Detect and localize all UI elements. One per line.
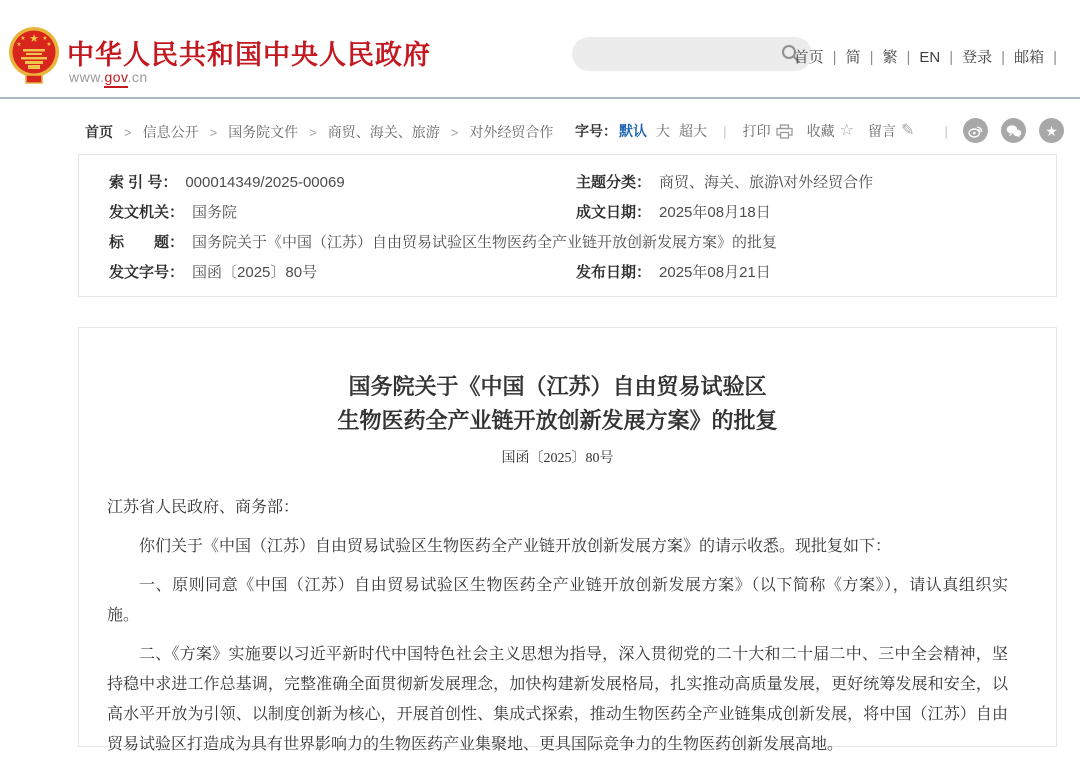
svg-text:★: ★: [46, 42, 52, 48]
nav-login[interactable]: 登录: [962, 49, 993, 66]
document-paragraph: 你们关于《中国（江苏）自由贸易试验区生物医药全产业链开放创新发展方案》的请示收悉。现批复如下：: [139, 538, 892, 555]
font-size-default-button[interactable]: 默认: [619, 123, 647, 139]
meta-publish-date-label: 发布日期：: [576, 263, 652, 281]
site-url: [69, 69, 148, 85]
nav-separator: |: [832, 49, 837, 66]
meta-index: [109, 171, 576, 192]
meta-publish-date: [576, 261, 1056, 282]
comment-label: 留言: [867, 123, 896, 139]
meta-written-date: [576, 201, 1056, 222]
nav-home[interactable]: 首页: [793, 49, 824, 66]
share-star-icon[interactable]: [1039, 118, 1064, 143]
tools-separator: |: [944, 123, 949, 139]
svg-text:★: ★: [16, 42, 22, 48]
print-button[interactable]: [743, 121, 793, 141]
breadcrumb-foreign-trade-cooperation[interactable]: 对外经贸合作: [469, 124, 554, 140]
meta-doc-no-label: 发文字号：: [109, 263, 185, 281]
breadcrumb-separator: >: [450, 125, 459, 140]
meta-topic-value: 商贸、海关、旅游\对外经贸合作: [659, 173, 874, 191]
document-number: 国函〔2025〕80号: [501, 451, 614, 466]
breadcrumb-separator: >: [124, 125, 132, 140]
site-title: 中华人民共和国中央人民政府: [67, 40, 431, 70]
top-nav: [794, 46, 1066, 67]
wechat-icon[interactable]: [1001, 118, 1026, 143]
pencil-icon: ✎: [900, 122, 915, 139]
site-url-gov: gov: [104, 69, 127, 88]
meta-title-label: 标 题：: [109, 233, 185, 251]
nav-mail[interactable]: 邮箱: [1014, 49, 1045, 66]
breadcrumb-separator: >: [309, 125, 317, 140]
weibo-icon[interactable]: [963, 118, 988, 143]
printer-icon: [776, 124, 793, 139]
site-url-cn: .cn: [127, 69, 148, 85]
document-title: [107, 370, 1008, 438]
meta-agency-value: 国务院: [192, 203, 238, 221]
breadcrumb: [85, 122, 553, 142]
breadcrumb-home[interactable]: 首页: [85, 124, 113, 140]
document-title-line1: 国务院关于《中国（江苏）自由贸易试验区: [348, 374, 767, 399]
document-title-line2: 生物医药全产业链开放创新发展方案》的批复: [337, 408, 778, 433]
meta-topic-label: 主题分类：: [576, 173, 652, 191]
document-salutation: 江苏省人民政府、商务部：: [107, 499, 300, 516]
nav-english[interactable]: EN: [919, 49, 941, 66]
print-label: 打印: [742, 123, 771, 139]
font-size-xlarge-button[interactable]: 超大: [679, 123, 707, 139]
meta-written-date-label: 成文日期：: [576, 203, 652, 221]
tools-separator: |: [723, 123, 727, 139]
search-input[interactable]: [588, 43, 772, 67]
meta-written-date-value: 2025年08月18日: [659, 203, 771, 221]
document-metadata-box: [78, 154, 1057, 297]
site-header: [0, 0, 1080, 97]
nav-simplified[interactable]: 简: [845, 49, 861, 66]
favorite-label: 收藏: [806, 123, 835, 139]
meta-index-label: 索 引 号：: [109, 173, 178, 191]
breadcrumb-info-disclosure[interactable]: 信息公开: [142, 124, 199, 140]
document-paragraph: 一、原则同意《中国（江苏）自由贸易试验区生物医药全产业链开放创新发展方案》（以下简称《方案》），请认真组织实施。: [107, 577, 1008, 624]
document-body: [107, 493, 1008, 760]
meta-agency: [109, 201, 576, 222]
page-tools: [575, 121, 964, 141]
favorite-button[interactable]: [807, 121, 854, 141]
svg-text:★: ★: [42, 36, 48, 42]
site-url-www: www.: [69, 69, 105, 85]
star-outline-icon: ☆: [839, 122, 854, 139]
font-size-large-button[interactable]: 大: [656, 123, 670, 139]
meta-doc-no-value: 国函〔2025〕80号: [192, 263, 318, 281]
breadcrumb-state-council-docs[interactable]: 国务院文件: [228, 124, 299, 140]
meta-doc-no: [109, 261, 576, 282]
meta-index-value: 000014349/2025-00069: [185, 173, 345, 191]
nav-separator: |: [869, 49, 874, 66]
comment-button[interactable]: [868, 121, 914, 141]
meta-topic: [576, 171, 1056, 192]
nav-separator: |: [1001, 49, 1006, 66]
social-share-icons: [963, 118, 1064, 143]
nav-separator: |: [949, 49, 954, 66]
search-box[interactable]: [572, 37, 812, 71]
breadcrumb-separator: >: [209, 125, 218, 140]
meta-publish-date-value: 2025年08月21日: [659, 263, 771, 281]
svg-text:★: ★: [29, 33, 39, 45]
font-size-label: 字号：: [575, 123, 617, 139]
nav-separator: |: [1053, 49, 1057, 66]
meta-agency-label: 发文机关：: [109, 203, 185, 221]
national-emblem-logo[interactable]: [8, 24, 60, 86]
star-filled-icon: ★: [1045, 122, 1058, 139]
breadcrumb-trade-customs-tourism[interactable]: 商贸、海关、旅游: [327, 124, 440, 140]
nav-separator: |: [906, 49, 911, 66]
nav-traditional[interactable]: 繁: [882, 49, 898, 66]
header-divider: [0, 97, 1080, 99]
svg-text:★: ★: [20, 36, 26, 42]
meta-title-value: 国务院关于《中国（江苏）自由贸易试验区生物医药全产业链开放创新发展方案》的批复: [192, 233, 778, 251]
meta-title: [109, 231, 1056, 252]
document-paragraph: 二、《方案》实施要以习近平新时代中国特色社会主义思想为指导，深入贯彻党的二十大和二十届二中、三中全会精神，坚持稳中求进工作总基调，完整准确全面贯彻新发展理念，加快构建新发展格局，扎实推动高质量发展，更好统筹发展和安全，以高水平开放为引领、以制度创新为核心，开展首创性、集成式探索，推动生物医药全产业链集成创新发展，将中国（江苏）自由贸易试验区打造成为具有世界影响力的生物医药产业集聚地、更具国际竞争力的生物医药创新发展高地。: [107, 646, 1008, 753]
document-content-box: [78, 327, 1057, 753]
